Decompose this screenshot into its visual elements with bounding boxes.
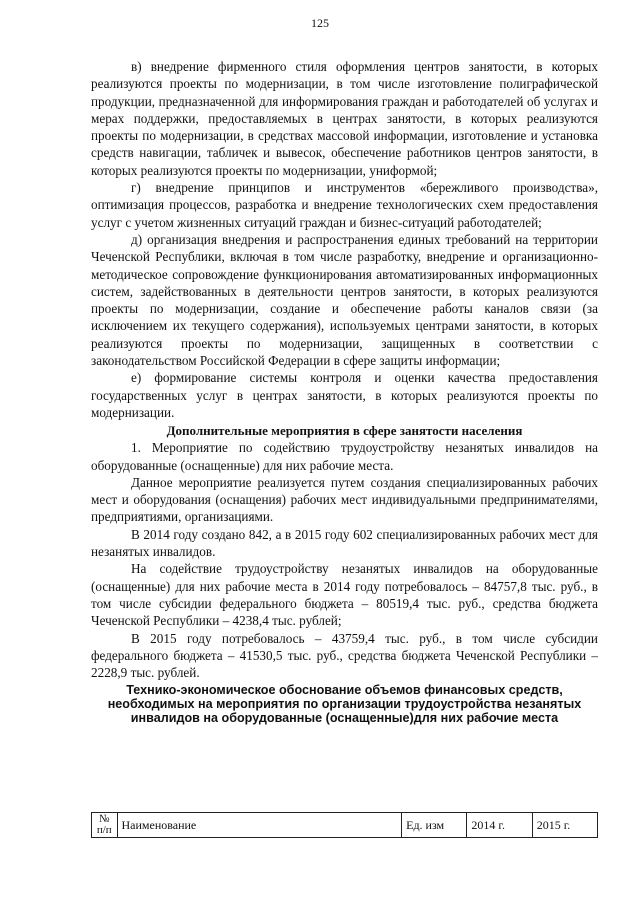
paragraph-g: г) внедрение принципов и инструментов «бережливого производства», оптимизация процессов, разработка и внедрение технологических схем предоставления услуг с учетом жизненных ситуаций граждан и бизнес-ситуаций работодателей;: [91, 180, 598, 230]
section-paragraph: На содействие трудоустройству незанятых инвалидов на оборудованные (оснащенные) для них рабочие места в 2014 году потребовалось – 84757,8 тыс. руб., в том числе субсидии федерального бюджета – 80519,4 тыс. руб., средства бюджета Чеченской Республики – 4238,4 тыс. рублей;: [91, 561, 598, 629]
col-number-header: № п/п: [92, 813, 118, 838]
section-heading: Дополнительные мероприятия в сфере занятости населения: [166, 423, 523, 439]
col-unit-header: Ед. изм: [402, 813, 467, 838]
paragraph-e: е) формирование системы контроля и оценки качества предоставления государственных услуг в центрах занятости, в которых реализуются проекты по модернизации.: [91, 370, 598, 420]
section-paragraph: В 2015 году потребовалось – 43759,4 тыс. руб., в том числе субсидии федерального бюджета – 41530,5 тыс. руб., средства бюджета Чеченской Республики – 2228,9 тыс. рублей.: [91, 630, 598, 681]
budget-table: [91, 812, 598, 838]
table-heading: Технико-экономическое обоснование объемов финансовых средств, необходимых на мероприятия по организации трудоустройства незанятых инвалидов на оборудованные (оснащенные)для них рабочие места: [107, 683, 582, 725]
col-2014-header: 2014 г.: [467, 813, 532, 838]
page-number: 125: [311, 16, 329, 30]
paragraph-v: в) внедрение фирменного стиля оформления центров занятости, в которых реализуются проекты по модернизации, в том числе изготовление полиграфической продукции, предназначенной для информирования граждан и работодателей об услугах и мерах поддержки, предоставляемых в центрах занятости, в которых реализуются проекты по модернизации, в средствах массовой информации, изготовление и установка средств навигации, табличек и вывесок, обеспечение работников центров занятости, в которых реализуются проекты по модернизации, униформой;: [91, 59, 598, 178]
section-paragraph: Данное мероприятие реализуется путем создания специализированных рабочих мест и оборудования (оснащения) рабочих мест индивидуальными предпринимателями, предприятиями, организациями.: [91, 474, 598, 525]
document-body: [91, 58, 598, 726]
paragraph-d: д) организация внедрения и распространения единых требований на территории Чеченской Республики, включая в том числе разработку, внедрение и организационно-методическое сопровождение функционирования автоматизированных информационных систем, задействованных в деятельности центров занятости, в которых реализуются проекты по модернизации, создание и обеспечение работы каналов связи (за исключением их текущего содержания), используемых центрами занятости, в которых реализуются проекты по модернизации, защищенных в соответствии с законодательством Российской Федерации в сфере защиты информации;: [91, 231, 598, 369]
section-paragraph: В 2014 году создано 842, а в 2015 году 602 специализированных рабочих мест для незанятых инвалидов.: [91, 526, 598, 560]
col-2015-header: 2015 г.: [532, 813, 597, 838]
section-paragraph: 1. Мероприятие по содействию трудоустройству незанятых инвалидов на оборудованные (оснащенные) для них рабочие места.: [91, 440, 598, 473]
col-name-header: Наименование: [117, 813, 402, 838]
table-header-row: [92, 813, 598, 838]
